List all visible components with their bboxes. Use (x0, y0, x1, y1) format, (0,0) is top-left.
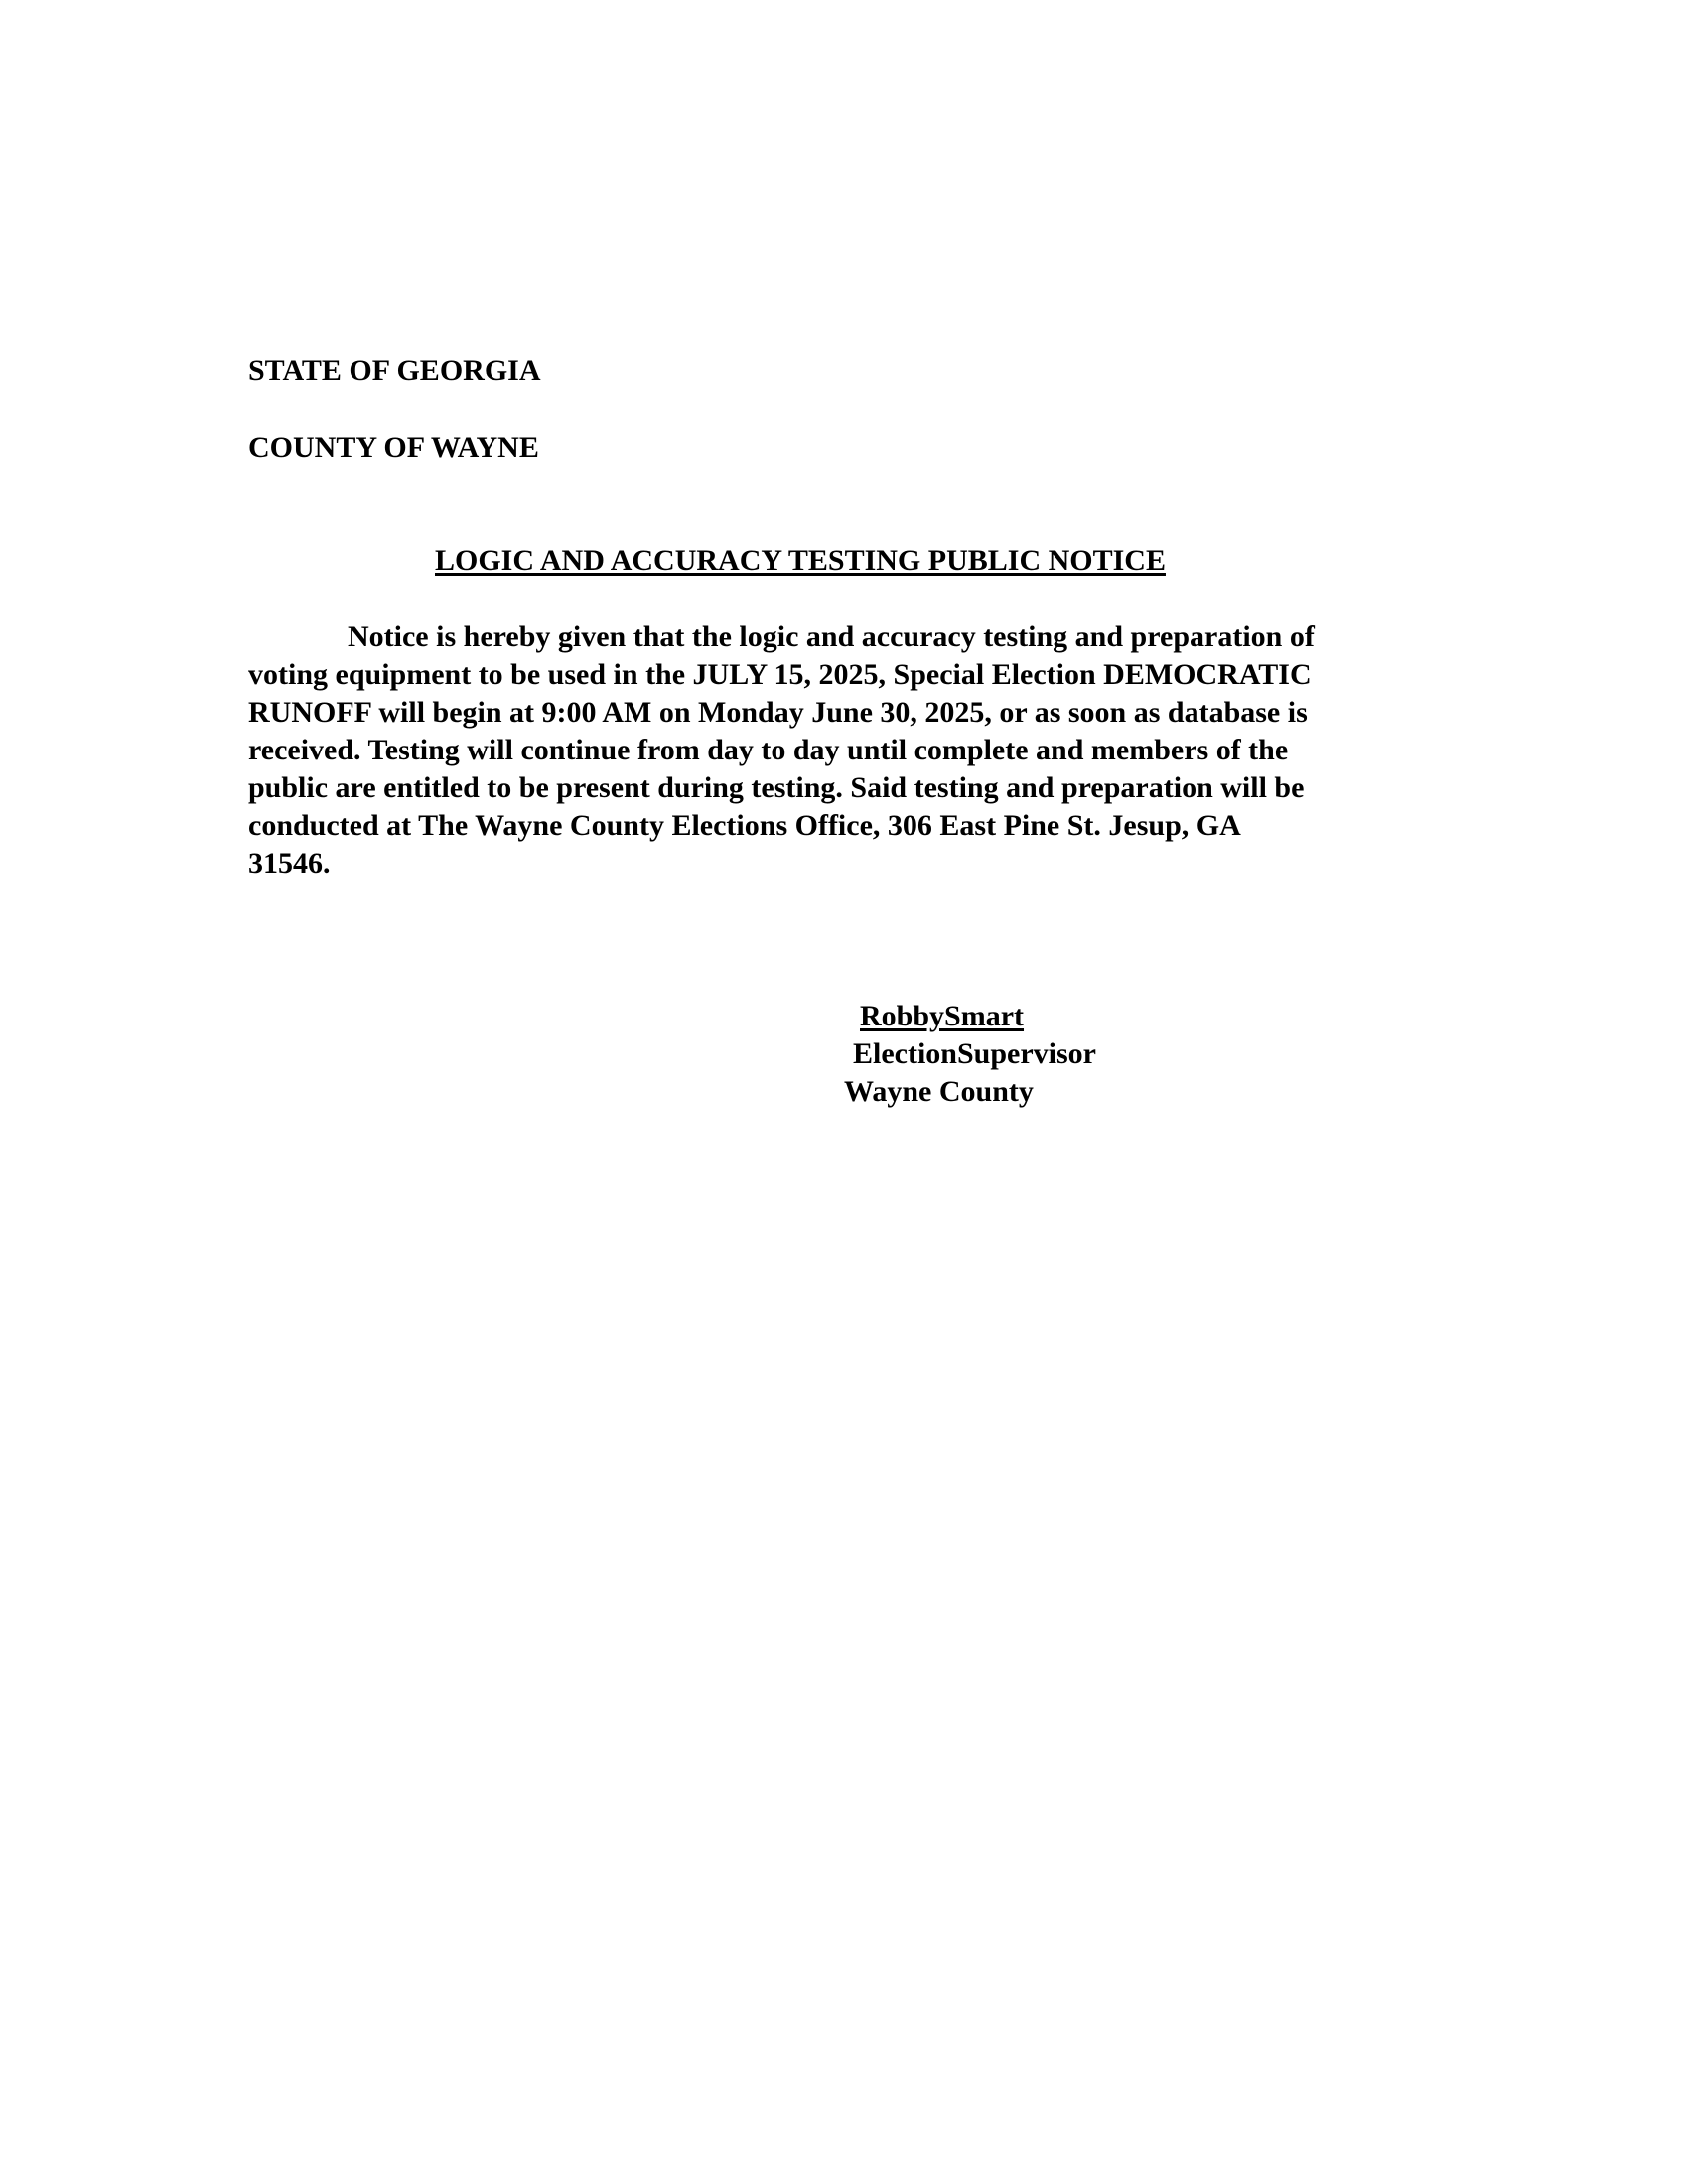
notice-body-line: Notice is hereby given that the logic and accuracy testing and preparation of (348, 620, 1315, 653)
signature-title: ElectionSupervisor (853, 1037, 1096, 1070)
state-heading: STATE OF GEORGIA (248, 354, 541, 387)
signature-county: Wayne County (844, 1075, 1034, 1108)
notice-body-line: conducted at The Wayne County Elections Office, 306 East Pine St. Jesup, GA (248, 809, 1241, 842)
notice-body-line: received. Testing will continue from day to day until complete and members of the (248, 734, 1289, 766)
notice-body-line: public are entitled to be present during testing. Said testing and preparation will be (248, 771, 1305, 804)
notice-body-line: RUNOFF will begin at 9:00 AM on Monday June 30, 2025, or as soon as database is (248, 696, 1308, 729)
county-heading: COUNTY OF WAYNE (248, 431, 539, 464)
notice-title: LOGIC AND ACCURACY TESTING PUBLIC NOTICE (435, 544, 1166, 577)
notice-body-line: 31546. (248, 847, 331, 880)
signature-name: RobbySmart (860, 1000, 1025, 1032)
notice-body-line: voting equipment to be used in the JULY 15, 2025, Special Election DEMOCRATIC (248, 658, 1312, 691)
notice-body (248, 618, 1436, 883)
